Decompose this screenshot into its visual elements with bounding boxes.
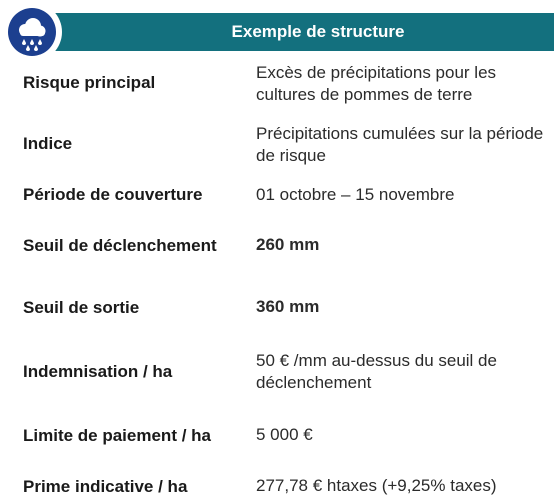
row-value-prime-indicative: 277,78 € htaxes (+9,25% taxes) (256, 476, 497, 495)
row-value-indemnisation: 50 € /mm au-dessus du seuil de déclenchement (256, 351, 497, 392)
row-label-periode-couverture: Période de couverture (23, 185, 203, 204)
row-label-seuil-declenchement: Seuil de déclenchement (23, 236, 217, 255)
row-value-risque-principal: Excès de précipitations pour les cultures de pommes de terre (256, 63, 497, 104)
row-value-periode-couverture: 01 octobre – 15 novembre (256, 185, 455, 204)
row-label-indice: Indice (23, 134, 73, 153)
row-value-indice: Précipitations cumulées sur la période de risque (256, 124, 544, 165)
rain-cloud-icon (8, 8, 56, 56)
page-title: Exemple de structure (231, 22, 405, 41)
row-label-prime-indicative: Prime indicative / ha (23, 477, 188, 496)
row-label-indemnisation: Indemnisation / ha (23, 362, 173, 381)
icon-badge (2, 2, 62, 62)
row-value-seuil-declenchement: 260 mm (256, 235, 320, 254)
row-value-seuil-sortie: 360 mm (256, 297, 320, 316)
header-bar (40, 13, 554, 51)
row-value-limite-paiement: 5 000 € (256, 425, 313, 444)
row-label-risque-principal: Risque principal (23, 73, 156, 92)
row-label-limite-paiement: Limite de paiement / ha (23, 426, 211, 445)
row-label-seuil-sortie: Seuil de sortie (23, 298, 140, 317)
